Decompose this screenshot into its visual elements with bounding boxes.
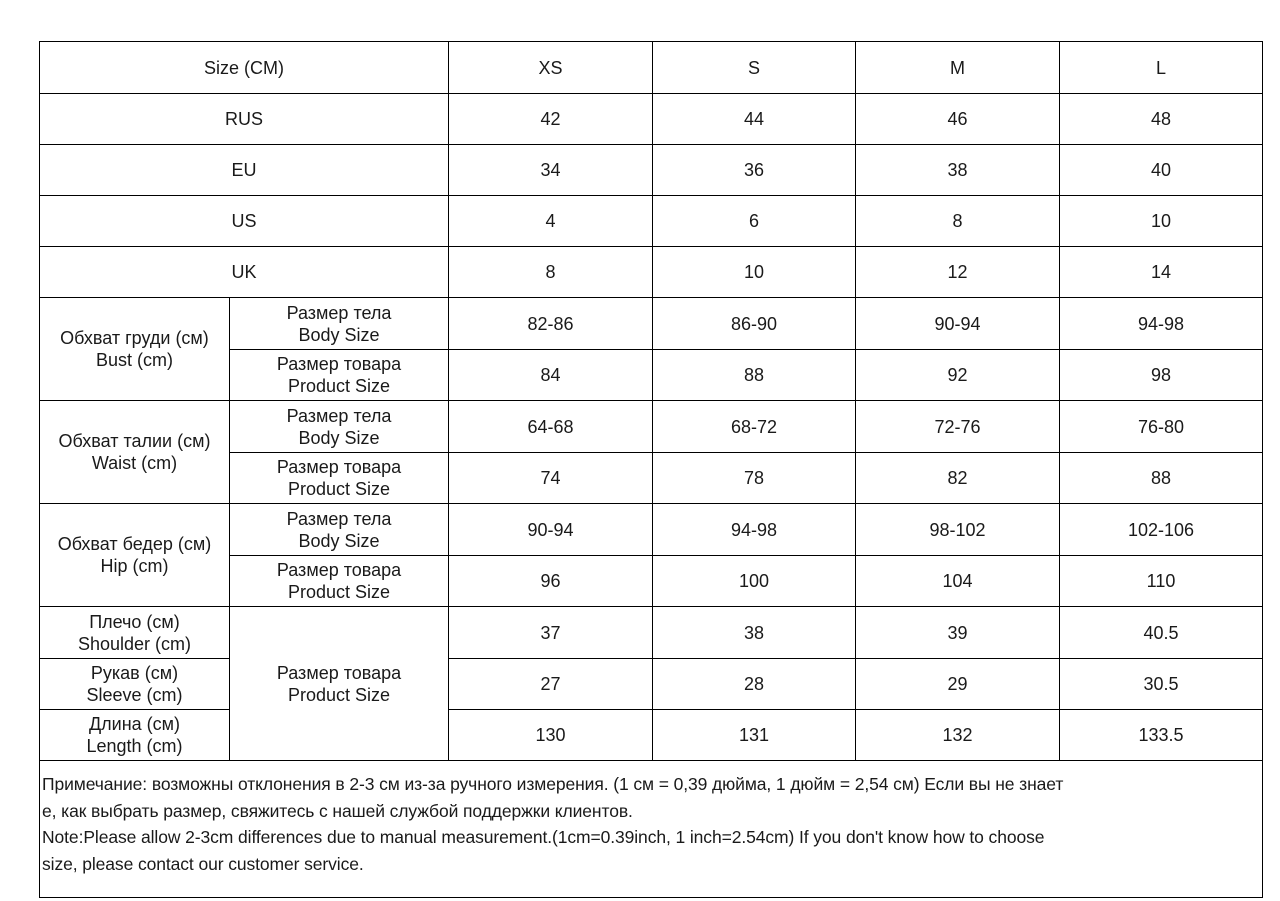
garment-value-cell: 27 — [449, 659, 653, 710]
size-value-cell: 38 — [856, 145, 1060, 196]
size-type-label — [230, 453, 449, 504]
size-header-cell: L — [1060, 42, 1263, 94]
size-value-cell: 12 — [856, 247, 1060, 298]
garment-row — [40, 710, 1263, 761]
size-chart-body — [40, 42, 1263, 898]
measurement-body-row — [40, 298, 1263, 350]
label-line-ru: Размер товара — [276, 560, 402, 580]
size-value-cell: 8 — [856, 196, 1060, 247]
label-line-en: Waist (cm) — [91, 453, 178, 473]
measurement-value-cell: 86-90 — [653, 298, 856, 350]
garment-label — [40, 607, 230, 659]
garment-value-cell: 39 — [856, 607, 1060, 659]
size-value-cell: 46 — [856, 94, 1060, 145]
garment-row — [40, 607, 1263, 659]
standard-label: EU — [40, 145, 449, 196]
measurement-body-row — [40, 401, 1263, 453]
measurement-value-cell: 88 — [653, 350, 856, 401]
measurement-value-cell: 72-76 — [856, 401, 1060, 453]
measurement-value-cell: 104 — [856, 556, 1060, 607]
size-value-cell: 10 — [653, 247, 856, 298]
size-value-cell: 48 — [1060, 94, 1263, 145]
size-value-cell: 34 — [449, 145, 653, 196]
size-type-label — [230, 350, 449, 401]
measurement-value-cell: 100 — [653, 556, 856, 607]
size-label-header: Size (CM) — [40, 42, 449, 94]
size-header-cell: M — [856, 42, 1060, 94]
measurement-value-cell: 110 — [1060, 556, 1263, 607]
measurement-label — [40, 504, 230, 607]
label-line-en: Product Size — [287, 684, 391, 705]
garment-value-cell: 37 — [449, 607, 653, 659]
label-line-en: Shoulder (cm) — [77, 633, 192, 654]
label-line-ru: Размер товара — [276, 457, 402, 477]
label-line-en: Body Size — [298, 324, 380, 345]
measurement-label — [40, 401, 230, 504]
garment-value-cell: 133.5 — [1060, 710, 1263, 761]
garment-label — [40, 659, 230, 710]
label-line-en: Product Size — [287, 582, 391, 602]
garment-value-cell: 38 — [653, 607, 856, 659]
size-value-cell: 36 — [653, 145, 856, 196]
size-value-cell: 8 — [449, 247, 653, 298]
size-value-cell: 10 — [1060, 196, 1263, 247]
measurement-value-cell: 94-98 — [1060, 298, 1263, 350]
label-line-en: Body Size — [298, 427, 380, 448]
measurement-value-cell: 92 — [856, 350, 1060, 401]
label-line-ru: Рукав (см) — [90, 663, 179, 683]
size-value-cell: 6 — [653, 196, 856, 247]
measurement-value-cell: 102-106 — [1060, 504, 1263, 556]
label-line-en: Body Size — [298, 530, 380, 551]
measurement-body-row — [40, 504, 1263, 556]
standard-row — [40, 94, 1263, 145]
size-type-label — [230, 556, 449, 607]
measurement-value-cell: 96 — [449, 556, 653, 607]
measurement-value-cell: 94-98 — [653, 504, 856, 556]
garment-value-cell: 131 — [653, 710, 856, 761]
standard-label: US — [40, 196, 449, 247]
size-value-cell: 40 — [1060, 145, 1263, 196]
measurement-value-cell: 64-68 — [449, 401, 653, 453]
note-line: Note:Please allow 2-3cm differences due to manual measurement.(1cm=0.39inch, 1 inch=2.54cm) If you don't know how to choose — [42, 827, 1045, 847]
label-line-en: Bust (cm) — [95, 350, 173, 370]
size-chart-table — [39, 41, 1263, 898]
measurement-value-cell: 98 — [1060, 350, 1263, 401]
label-line-ru: Обхват бедер (см) — [57, 534, 212, 554]
label-line-en: Sleeve (cm) — [86, 685, 183, 705]
measurement-value-cell: 76-80 — [1060, 401, 1263, 453]
label-line-en: Product Size — [287, 376, 391, 396]
standard-label: UK — [40, 247, 449, 298]
measurement-value-cell: 84 — [449, 350, 653, 401]
measurement-value-cell: 90-94 — [856, 298, 1060, 350]
label-line-ru: Длина (см) — [88, 714, 181, 734]
size-value-cell: 44 — [653, 94, 856, 145]
size-header-cell: S — [653, 42, 856, 94]
size-type-label — [230, 607, 449, 761]
label-line-en: Length (cm) — [86, 736, 183, 756]
label-line-ru: Размер товара — [276, 662, 402, 683]
size-header-cell: XS — [449, 42, 653, 94]
measurement-value-cell: 68-72 — [653, 401, 856, 453]
header-row — [40, 42, 1263, 94]
garment-value-cell: 29 — [856, 659, 1060, 710]
measurement-value-cell: 88 — [1060, 453, 1263, 504]
measurement-value-cell: 98-102 — [856, 504, 1060, 556]
size-type-label — [230, 504, 449, 556]
measurement-value-cell: 82 — [856, 453, 1060, 504]
measurement-value-cell: 74 — [449, 453, 653, 504]
label-line-en: Product Size — [287, 479, 391, 499]
garment-row — [40, 659, 1263, 710]
note-line: Примечание: возможны отклонения в 2-3 см из-за ручного измерения. (1 см = 0,39 дюйма, 1 дюйм = 2,54 см) Если вы не знает — [42, 774, 1064, 794]
size-value-cell: 4 — [449, 196, 653, 247]
note-line: е, как выбрать размер, свяжитесь с нашей службой поддержки клиентов. — [42, 800, 633, 821]
label-line-ru: Размер тела — [286, 302, 392, 323]
measurement-value-cell: 90-94 — [449, 504, 653, 556]
note-row — [40, 761, 1263, 898]
note-line: size, please contact our customer service. — [42, 853, 364, 874]
standard-row — [40, 196, 1263, 247]
garment-value-cell: 30.5 — [1060, 659, 1263, 710]
label-line-ru: Обхват талии (см) — [58, 431, 211, 451]
garment-label — [40, 710, 230, 761]
measurement-value-cell: 78 — [653, 453, 856, 504]
standard-row — [40, 247, 1263, 298]
label-line-ru: Обхват груди (см) — [60, 328, 209, 348]
label-line-ru: Плечо (см) — [89, 611, 180, 632]
label-line-ru: Размер тела — [286, 508, 392, 529]
garment-value-cell: 40.5 — [1060, 607, 1263, 659]
measurement-label — [40, 298, 230, 401]
measurement-value-cell: 82-86 — [449, 298, 653, 350]
note-text — [40, 761, 1263, 898]
label-line-en: Hip (cm) — [100, 556, 169, 576]
garment-value-cell: 132 — [856, 710, 1060, 761]
label-line-ru: Размер тела — [286, 405, 392, 426]
size-type-label — [230, 401, 449, 453]
size-value-cell: 14 — [1060, 247, 1263, 298]
garment-value-cell: 28 — [653, 659, 856, 710]
standard-row — [40, 145, 1263, 196]
label-line-ru: Размер товара — [276, 354, 402, 374]
standard-label: RUS — [40, 94, 449, 145]
size-type-label — [230, 298, 449, 350]
size-value-cell: 42 — [449, 94, 653, 145]
garment-value-cell: 130 — [449, 710, 653, 761]
